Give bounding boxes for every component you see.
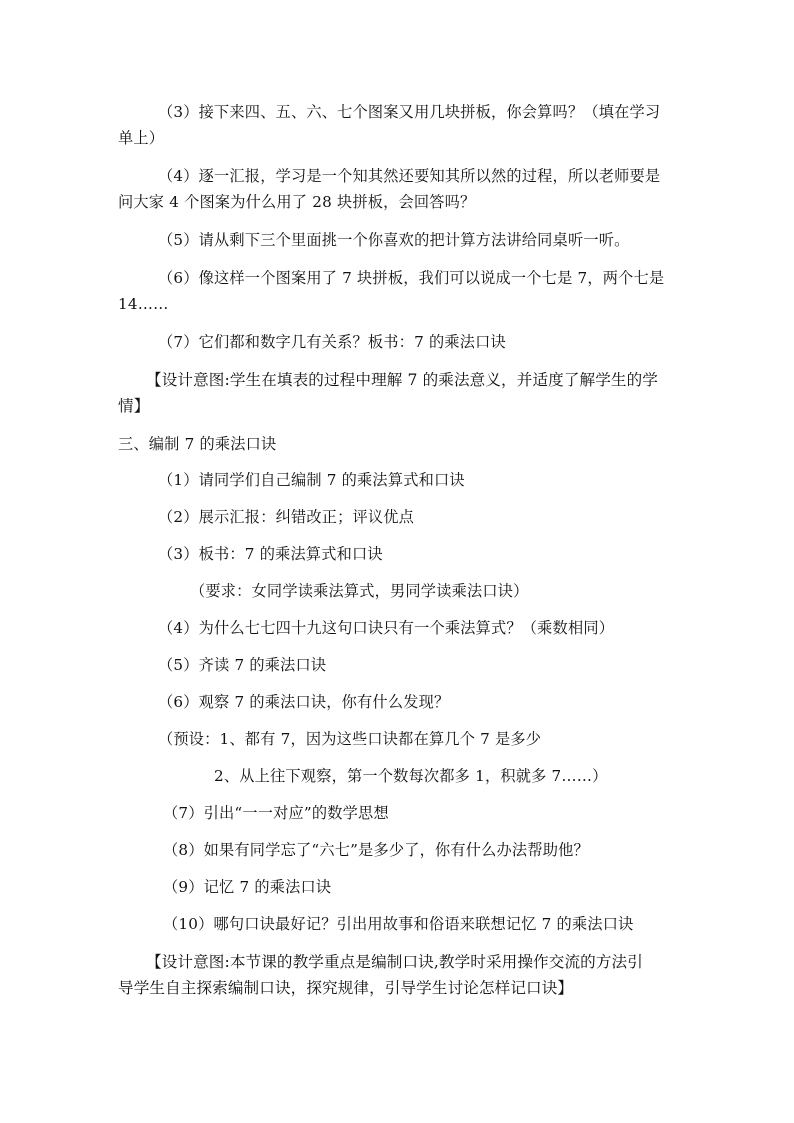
design-intent-note: 导学生自主探索编制口诀，探究规律，引导学生讨论怎样记口诀】 (118, 979, 574, 997)
text-line: （9）记忆 7 的乘法口诀 (163, 878, 332, 896)
text-line: （10）哪句口诀最好记？引出用故事和俗语来联想记忆 7 的乘法口诀 (163, 915, 634, 933)
text-line: （2）展示汇报：纠错改正；评议优点 (158, 508, 415, 526)
design-intent-note: 【设计意图:本节课的教学重点是编制口诀,教学时采用操作交流的方法引 (146, 953, 643, 971)
text-line: 问大家 4 个图案为什么用了 28 块拼板，会回答吗？ (118, 193, 476, 211)
text-line: （5）齐读 7 的乘法口诀 (158, 656, 327, 674)
text-line: （7）引出“一一对应”的数学思想 (163, 804, 389, 822)
text-line: （6）观察 7 的乘法口诀，你有什么发现？ (158, 693, 450, 711)
text-line: （4）逐一汇报，学习是一个知其然还要知其所以然的过程，所以老师要是 (158, 167, 661, 185)
text-line: （8）如果有同学忘了“六七”是多少了，你有什么办法帮助他？ (163, 841, 589, 859)
design-intent-note: 【设计意图:学生在填表的过程中理解 7 的乘法意义，并适度了解学生的学 (146, 371, 658, 389)
text-line: （7）它们都和数字几有关系？板书：7 的乘法口诀 (158, 333, 506, 351)
text-line: （5）请从剩下三个里面挑一个你喜欢的把计算方法讲给同桌听一听。 (158, 231, 630, 249)
text-line: （3）板书：7 的乘法算式和口诀 (158, 545, 383, 563)
section-heading: 三、编制 7 的乘法口诀 (118, 435, 277, 453)
design-intent-note: 情】 (118, 397, 150, 415)
text-line: （3）接下来四、五、六、七个图案又用几块拼板，你会算吗？（填在学习 (158, 103, 661, 121)
text-line: 2、从上往下观察，第一个数每次都多 1，积就多 7……） (214, 767, 608, 785)
text-line: 单上） (118, 129, 165, 147)
text-line: （6）像这样一个图案用了 7 块拼板，我们可以说成一个七是 7，两个七是 (158, 269, 665, 287)
text-line: （预设：1、都有 7，因为这些口诀都在算几个 7 是多少 (158, 730, 542, 748)
text-line: （4）为什么七七四十九这句口诀只有一个乘法算式？（乘数相同） (158, 619, 615, 637)
text-line: 14…… (118, 295, 169, 313)
text-line: （1）请同学们自己编制 7 的乘法算式和口诀 (158, 471, 465, 489)
text-line: （要求：女同学读乘法算式，男同学读乘法口诀） (190, 582, 529, 600)
